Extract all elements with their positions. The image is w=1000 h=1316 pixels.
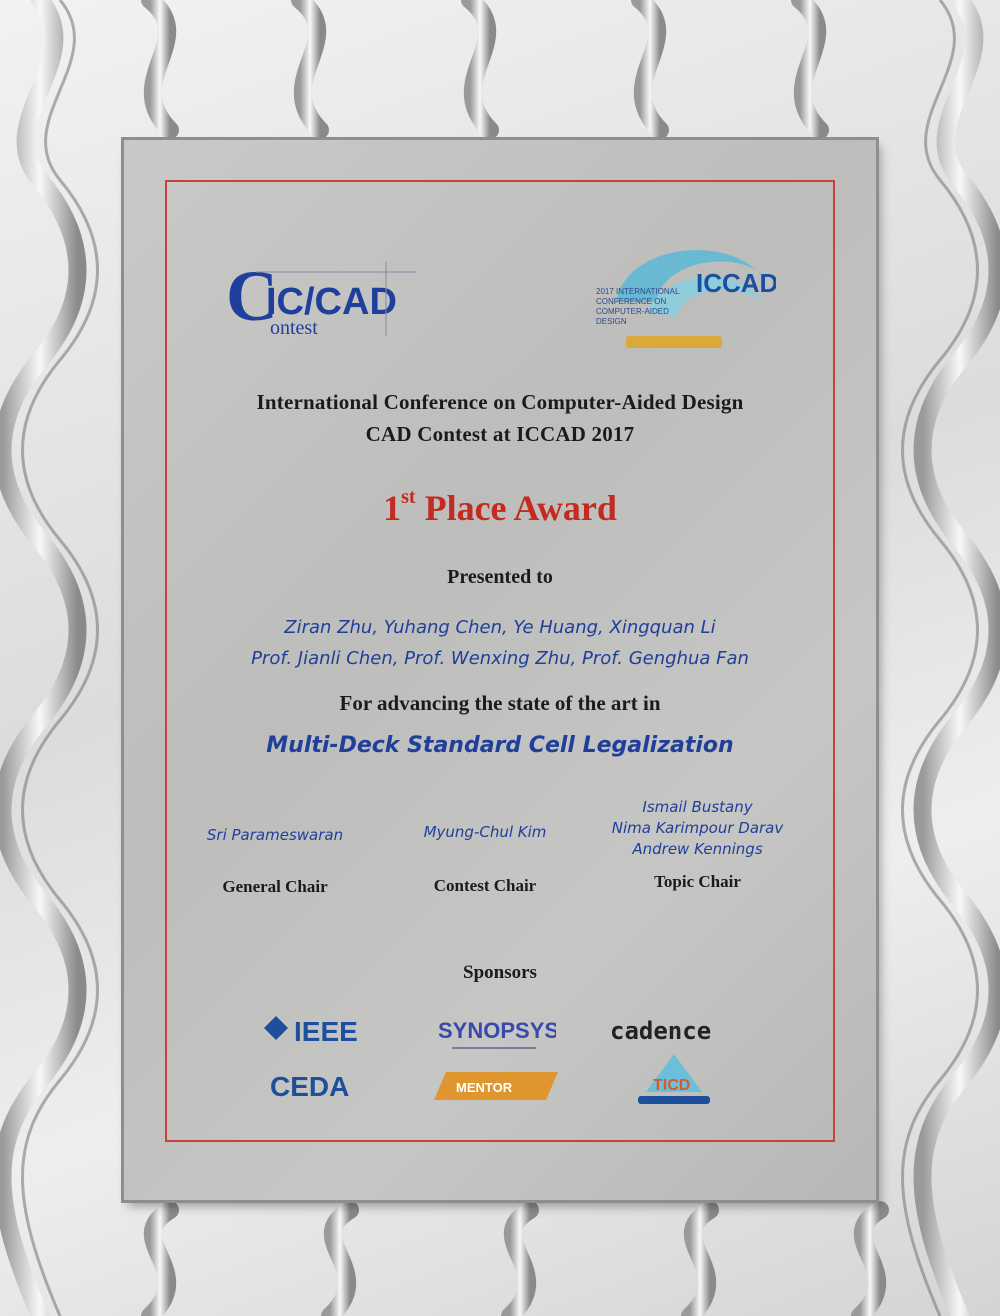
sponsors-label: Sponsors <box>463 962 537 983</box>
iccad-conference-logo <box>586 232 776 352</box>
cadence-logo-text: cadence <box>610 1017 712 1045</box>
award-rest: Place Award <box>415 488 617 528</box>
synopsys-logo-text: SYNOPSYS <box>438 1018 556 1043</box>
conference-title: International Conference on Computer-Aided Design <box>256 390 744 414</box>
ticd-logo-text: TICD <box>653 1077 691 1094</box>
general-chair-name: Sri Parameswaran <box>206 826 344 844</box>
topic-chair-name-3: Andrew Kennings <box>632 840 763 858</box>
contest-chair-name: Myung-Chul Kim <box>423 823 547 841</box>
mentor-logo <box>434 1068 560 1104</box>
svg-text:COMPUTER-AIDED: COMPUTER-AIDED <box>596 307 669 316</box>
svg-text:2017 INTERNATIONAL: 2017 INTERNATIONAL <box>596 287 680 296</box>
topic-chair-name-2: Nima Karimpour Darav <box>611 819 784 837</box>
cadence-logo <box>608 1012 738 1048</box>
ieee-logo <box>262 1012 382 1048</box>
award-ordinal-suffix: st <box>401 486 416 508</box>
iccad-logo-text: IC/CAD <box>266 281 397 323</box>
award-number: 1 <box>383 488 402 528</box>
contest-chair-role: Contest Chair <box>433 876 537 895</box>
contest-title: CAD Contest at ICCAD 2017 <box>365 422 635 446</box>
ceda-logo <box>268 1068 388 1104</box>
presented-to: Presented to <box>447 566 553 588</box>
award-title <box>165 487 835 529</box>
recipients-line-1: Ziran Zhu, Yuhang Chen, Ye Huang, Xingquan Li <box>284 617 716 638</box>
recipients-line-2: Prof. Jianli Chen, Prof. Wenxing Zhu, Prof. Genghua Fan <box>251 648 749 669</box>
topic-chair-role: Topic Chair <box>654 872 741 891</box>
general-chair-role: General Chair <box>222 877 328 896</box>
svg-text:C: C <box>226 258 278 336</box>
synopsys-logo <box>436 1012 556 1056</box>
ticd-logo <box>634 1052 714 1108</box>
svg-text:ICCAD: ICCAD <box>696 268 776 298</box>
svg-text:ontest: ontest <box>270 317 318 338</box>
ceda-logo-text: CEDA <box>270 1071 350 1102</box>
svg-text:DESIGN: DESIGN <box>596 317 627 326</box>
iccad-contest-logo <box>226 258 426 338</box>
for-advancing-line: For advancing the state of the art in <box>339 691 661 715</box>
award-topic: Multi-Deck Standard Cell Legalization <box>266 733 734 758</box>
ieee-logo-text: IEEE <box>294 1016 358 1047</box>
mentor-logo-text: MENTOR <box>456 1080 513 1095</box>
topic-chair-name-1: Ismail Bustany <box>642 798 753 816</box>
svg-text:CONFERENCE ON: CONFERENCE ON <box>596 297 667 306</box>
